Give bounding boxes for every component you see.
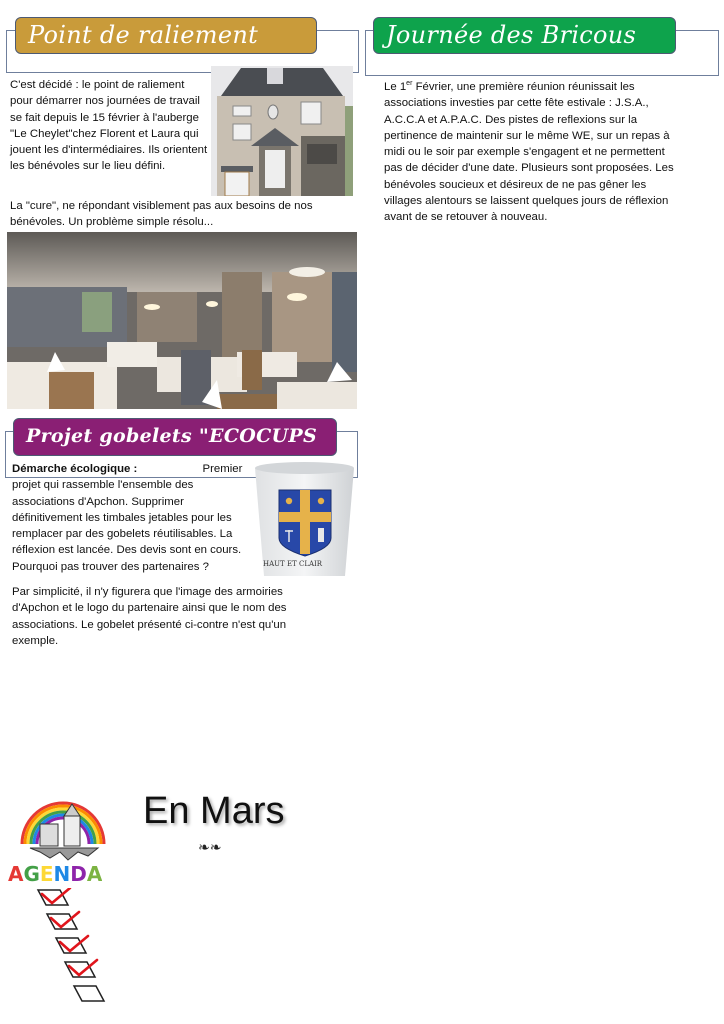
auberge-exterior-photo [211,66,353,196]
bricous-text-prefix: Le 1 [384,81,407,93]
checked-box-icon [65,960,97,977]
raliement-paragraph-1: C'est décidé : le point de raliement pour démarrer nos journées de travail se fait depuis le 15 février à l'auberge "Le Cheylet"chez Florent et Laura qui jouent les d'intermédiaires. Ils orientent les bénévoles sur le lieu défini. [10,79,208,173]
checked-box-icon [47,912,79,929]
agenda-logo [8,786,118,891]
agenda-checklist [36,888,126,1008]
ecocups-text: Premier projet qui rassemble l'ensemble des associations d'Apchon. Supprimer définitivement les timbales jetables pour les remplacer par des gobelets réutilisables. La réflexion est lancée. Des devis sont en cours. Pourquoi pas trouver des partenaires ? [12,463,243,573]
checked-box-icon [56,936,88,953]
agenda-heading: En Mars [143,790,285,832]
agenda-logo-text [8,862,102,886]
bricous-text-rest: Février, une première réunion réunissait les associations investies par cette fête estivale : J.S.A., A.C.C.A et A.P.A.C. Des pistes de reflexions sur la pertinence de maintenir sur le même WE, sur un repas à midi ou le soir par exemple s'engagent et ne permettent pas de décider d'une date. Plusieurs sont proposées. Les bénévoles soucieux et désireux de ne pas gêner les villages alentours se laissent quelques jours de réflexion avant de se retouver à nouveau. [384,81,674,224]
agenda-logo-word: AGENDA [8,862,103,886]
cup-motto: HAUT ET CLAIR [263,560,323,568]
ornament-icon: ❧❧ [198,840,222,856]
ecocups-title: Projet gobelets "ECOCUPS [13,418,337,456]
checked-box-icon [38,888,70,905]
bricous-text-sup: er [406,80,413,88]
bricous-paragraph [384,79,684,226]
raliement-paragraph-2: La "cure", ne répondant visiblement pas aux besoins de nos bénévoles. Un problème simple résolu... [10,200,313,229]
ecocups-bold-lead: Démarche écologique : [12,463,138,475]
ecocup-cup-image [253,460,356,578]
raliement-title: Point de raliement [15,17,317,54]
bricous-title: Journée des Bricous [373,17,676,54]
restaurant-interior-photo [7,232,357,409]
ecocups-paragraph-2: Par simplicité, il n'y figurera que l'image des armoiries d'Apchon et le logo du partenaire ainsi que le nom des associations. Le gobelet présenté ci-contre n'est qu'un exemple. [12,586,287,647]
ecocups-paragraph-1 [12,461,252,575]
unchecked-box-icon [74,986,104,1001]
